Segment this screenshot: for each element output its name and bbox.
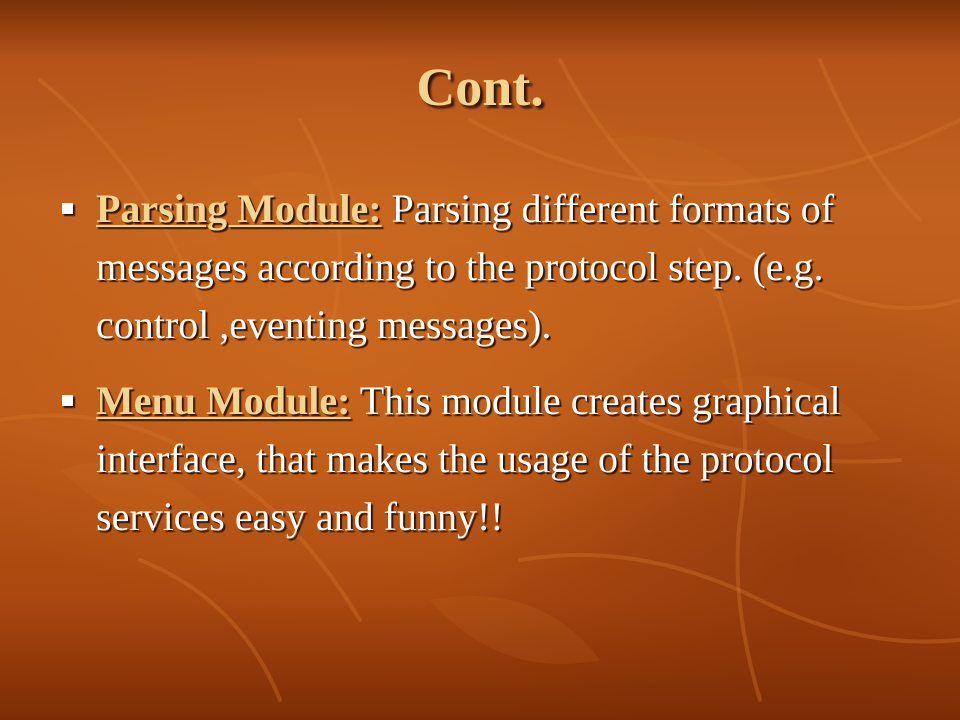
bullet-term: Menu Module: xyxy=(96,378,351,423)
square-bullet-icon xyxy=(62,203,73,214)
bullet-text: This module creates graphical interface, that makes the usage of the protocol services easy and funny!! xyxy=(96,378,841,539)
bullet-list xyxy=(56,180,906,564)
slide-title: Cont. xyxy=(416,57,544,117)
bullet-item-menu-module xyxy=(56,372,906,546)
bullet-text: Parsing different formats of messages according to the protocol step. (e.g. control ,eventing messages). xyxy=(96,186,835,347)
bullet-term: Parsing Module: xyxy=(96,186,382,231)
square-bullet-icon xyxy=(62,395,73,406)
bullet-item-parsing-module xyxy=(56,180,906,354)
